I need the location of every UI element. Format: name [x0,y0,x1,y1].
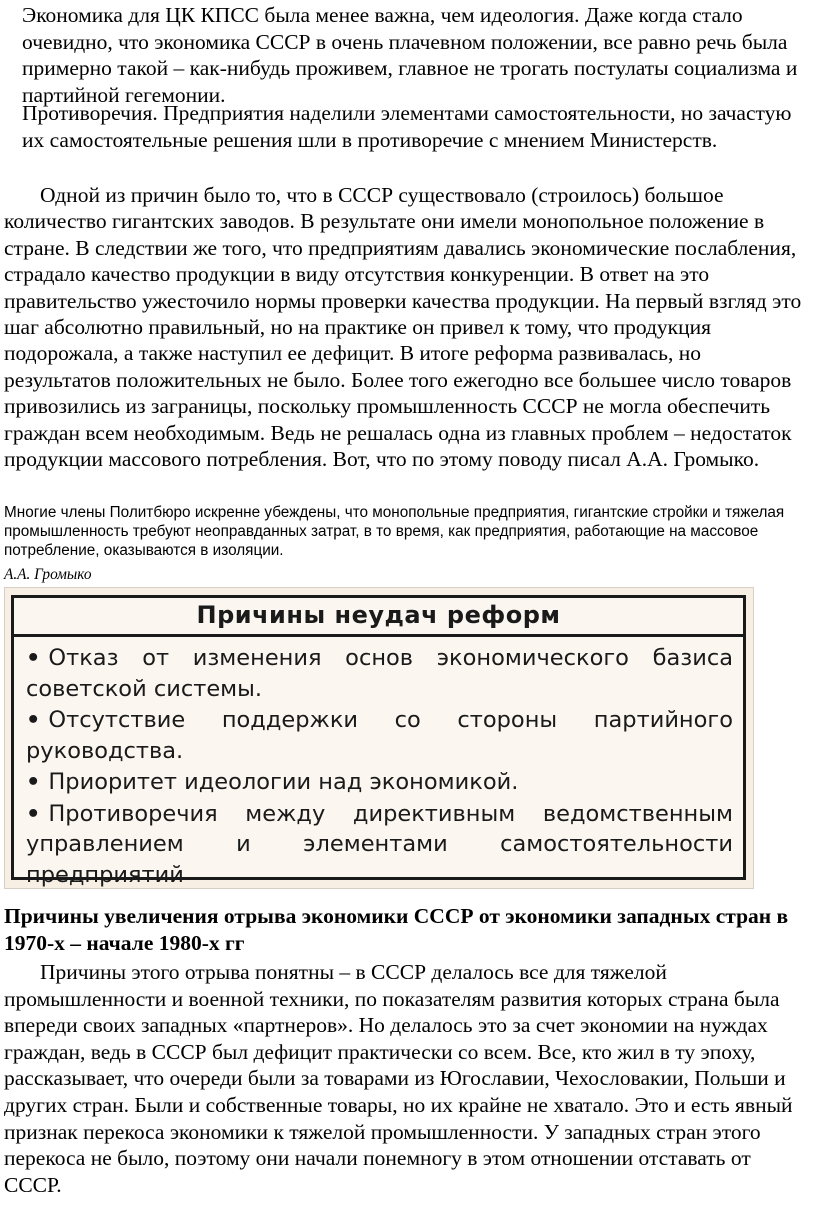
bullet-icon: • [26,800,41,827]
bullet-icon: • [26,645,41,671]
gromyko-quote: Многие члены Политбюро искренне убеждены, что монопольные предприятия, гигантские стройки и тяжелая промышленность требуют неоправданных затрат, в то время, как предприятия, работающие на массовое потребление, оказываются в изоляции. [4,504,785,560]
list-item [26,705,733,766]
paragraph-economy-ideology: Экономика для ЦК КПСС была менее важна, чем идеология. Даже когда стало очевидно, что экономика СССР в очень плачевном положении, все равно речь была примерно такой – как-нибудь проживем, главное не трогать постулаты социализма и партийной гегемонии. [22,3,798,108]
bullet-icon: • [26,707,41,733]
list-item-text: Отсутствие поддержки со стороны партийного руководства. [26,707,733,764]
section-heading: Причины увеличения отрыва экономики СССР от экономики западных стран в 1970-х – начале 1980-х гг [4,904,789,955]
figure-reasons-list [14,637,743,890]
list-item [26,767,733,798]
list-item [26,643,733,704]
list-item-text: Отказ от изменения основ экономического базиса советской системы. [26,645,733,702]
list-item-text: Приоритет идеологии над экономикой. [48,769,519,795]
figure-frame [11,595,746,888]
quote-author: А.А. Громыко [4,566,92,583]
bullet-icon: • [26,769,41,795]
reform-failure-figure [4,587,754,889]
list-item-text: Противоречия между директивным ведомственным управлением и элементами самостоятельности предприятий [26,800,733,888]
paragraph-giant-factories: Одной из причин было то, что в СССР существовало (строилось) большое количество гигантских заводов. В результате они имели монопольное положение в стране. В следствии же того, что предприятиям давались экономические послабления, страдало качество продукции в виду отсутствия конкуренции. В ответ на это правительство ужесточило нормы проверки качества продукции. На первый взгляд это шаг абсолютно правильный, но на практике он привел к тому, что продукция подорожала, а также наступил ее дефицит. В итоге реформа развивалась, но результатов положительных не было. Более того ежегодно все большее число товаров привозились из заграницы, поскольку промышленность СССР не могла обеспечить граждан всем необходимым. Ведь не решалась одна из главных проблем – недостаток продукции массового потребления. Вот, что по этому поводу писал А.А. Громыко. [4,183,802,472]
list-item [26,799,733,891]
paragraph-contradictions: Противоречия. Предприятия наделили элементами самостоятельности, но зачастую их самостоятельные решения шли в противоречие с мнением Министерств. [22,101,792,152]
paragraph-gap-reasons: Причины этого отрыва понятны – в СССР делалось все для тяжелой промышленности и военной техники, по показателям развития которых страна была впереди своих западных «партнеров». Но делалось это за счет экономии на нуждах граждан, ведь в СССР был дефицит практически со всем. Все, кто жил в ту эпоху, рассказывает, что очереди были за товарами из Югославии, Чехословакии, Польши и других стран. Были и собственные товары, но их крайне не хватало. Это и есть явный признак перекоса экономики к тяжелой промышленности. У западных стран этого перекоса не было, поэтому они начали понемногу в этом отношении отставать от СССР. [4,960,793,1197]
figure-title: Причины неудач реформ [14,598,743,637]
